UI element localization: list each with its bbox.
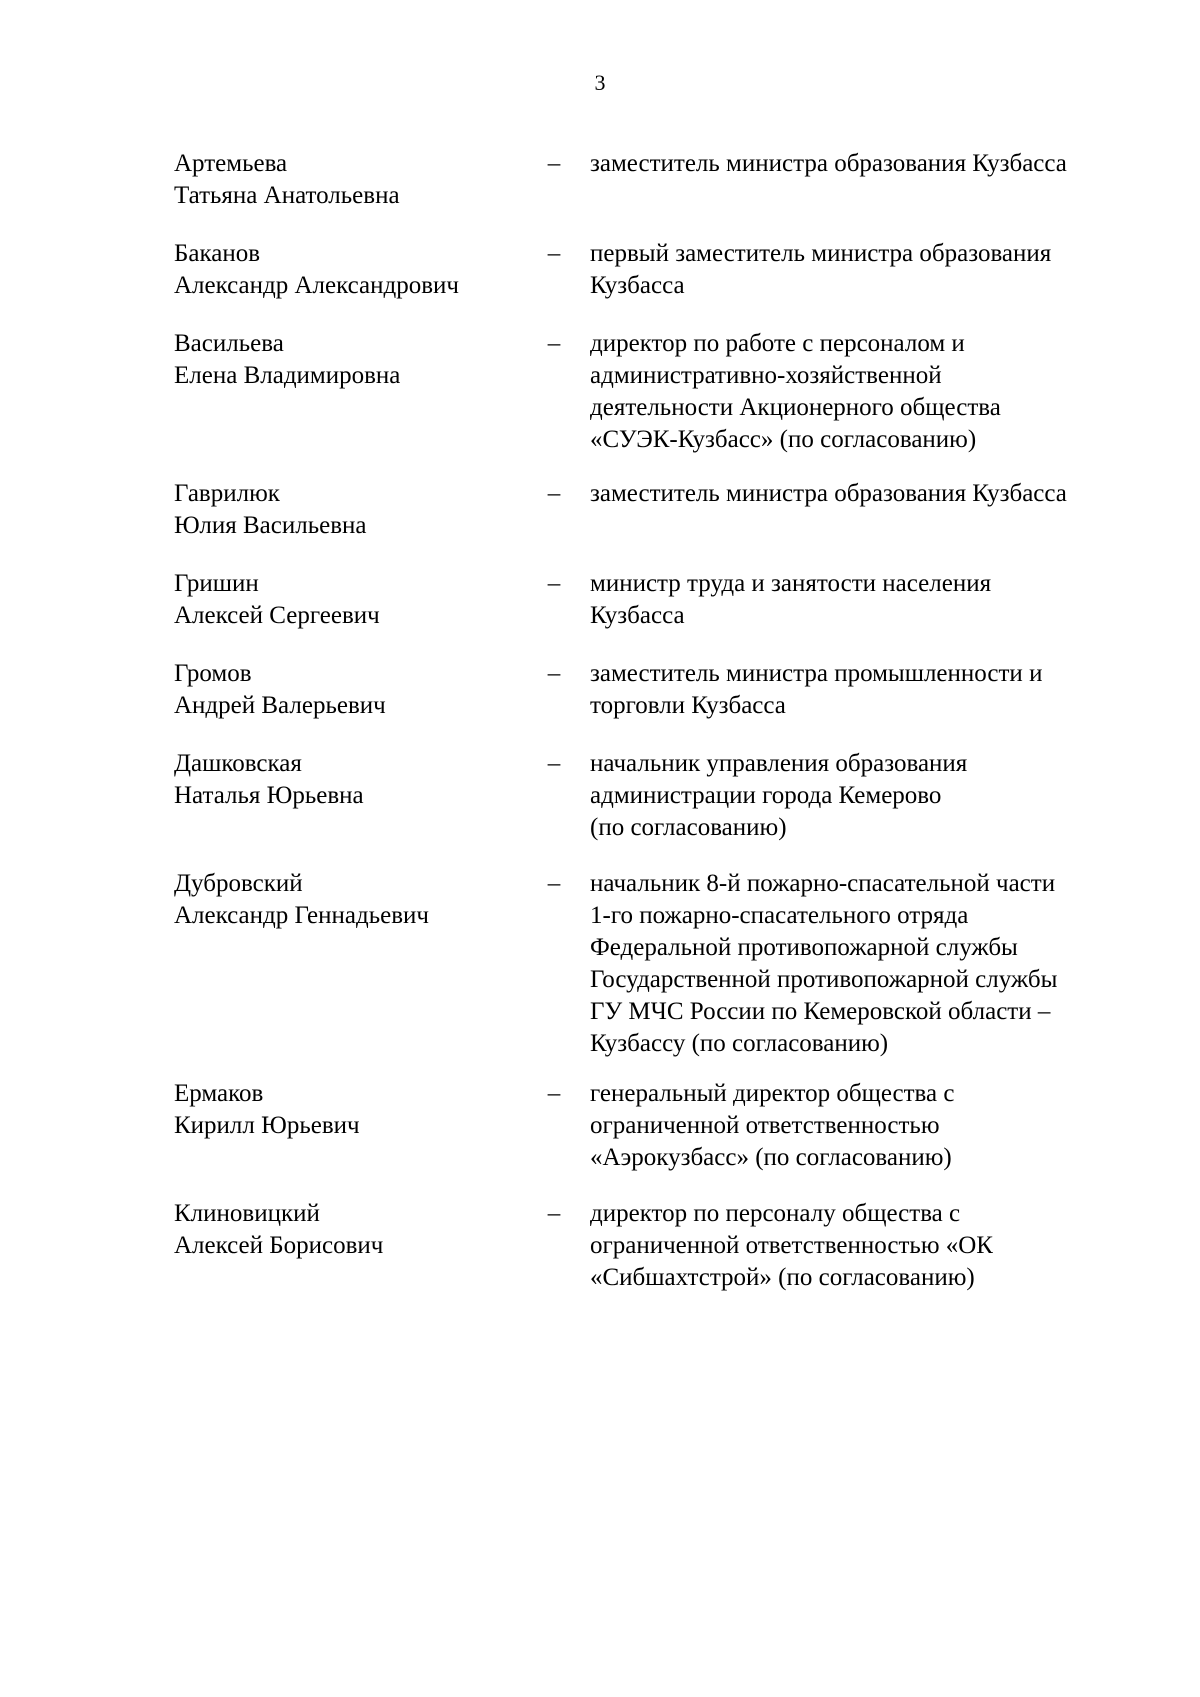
position-line: заместитель министра образования Кузбасса — [590, 150, 1067, 177]
position-line: 1-го пожарно-спасательного отряда — [590, 902, 969, 929]
member-name — [174, 658, 534, 722]
position-line: Кузбассу (по согласованию) — [590, 1030, 889, 1057]
member-surname: Васильева — [174, 330, 284, 357]
position-line: директор по персоналу общества с — [590, 1200, 961, 1227]
position-line: заместитель министра промышленности и — [590, 660, 1043, 687]
member-given-names: Александр Геннадьевич — [174, 902, 429, 929]
position-line: ГУ МЧС России по Кемеровской области – — [590, 998, 1051, 1025]
member-given-names: Юлия Васильевна — [174, 512, 367, 539]
member-position — [590, 328, 1150, 456]
member-position — [590, 568, 1150, 632]
position-line: торговли Кузбасса — [590, 692, 786, 719]
position-line: администрации города Кемерово — [590, 782, 942, 809]
member-name — [174, 148, 534, 212]
member-given-names: Алексей Сергеевич — [174, 602, 380, 629]
dash-separator: – — [547, 480, 561, 507]
member-surname: Клиновицкий — [174, 1200, 320, 1227]
member-surname: Гришин — [174, 570, 259, 597]
dash-separator: – — [547, 330, 561, 357]
member-name — [174, 868, 534, 932]
position-line: «Аэрокузбасс» (по согласованию) — [590, 1144, 952, 1171]
member-position — [590, 868, 1150, 1060]
position-line: начальник 8-й пожарно-спасательной части — [590, 870, 1056, 897]
position-line: ограниченной ответственностью — [590, 1112, 940, 1139]
dash-separator: – — [547, 870, 561, 897]
member-surname: Баканов — [174, 240, 260, 267]
member-name — [174, 478, 534, 542]
dash-separator: – — [547, 750, 561, 777]
dash-separator: – — [547, 570, 561, 597]
position-line: Государственной противопожарной службы — [590, 966, 1058, 993]
member-surname: Артемьева — [174, 150, 288, 177]
member-given-names: Андрей Валерьевич — [174, 692, 386, 719]
position-line: «Сибшахтстрой» (по согласованию) — [590, 1264, 975, 1291]
member-surname: Дашковская — [174, 750, 302, 777]
member-position — [590, 1078, 1150, 1174]
member-given-names: Кирилл Юрьевич — [174, 1112, 360, 1139]
member-position — [590, 478, 1150, 510]
member-position — [590, 148, 1150, 180]
position-line: первый заместитель министра образования — [590, 240, 1052, 267]
member-given-names: Александр Александрович — [174, 272, 459, 299]
position-line: административно-хозяйственной — [590, 362, 942, 389]
position-line: заместитель министра образования Кузбасса — [590, 480, 1067, 507]
dash-separator: – — [547, 660, 561, 687]
member-position — [590, 1198, 1150, 1294]
dash-separator: – — [547, 150, 561, 177]
member-surname: Громов — [174, 660, 252, 687]
member-given-names: Алексей Борисович — [174, 1232, 384, 1259]
position-line: Кузбасса — [590, 272, 685, 299]
member-surname: Ермаков — [174, 1080, 264, 1107]
member-name — [174, 1078, 534, 1142]
member-name — [174, 748, 534, 812]
position-line: директор по работе с персоналом и — [590, 330, 965, 357]
member-position — [590, 238, 1150, 302]
member-name — [174, 238, 534, 302]
member-given-names: Татьяна Анатольевна — [174, 182, 400, 209]
position-line: ограниченной ответственностью «ОК — [590, 1232, 993, 1259]
member-surname: Гаврилюк — [174, 480, 280, 507]
member-position — [590, 658, 1150, 722]
position-line: начальник управления образования — [590, 750, 968, 777]
member-name — [174, 1198, 534, 1262]
position-line: Кузбасса — [590, 602, 685, 629]
member-name — [174, 568, 534, 632]
position-line: Федеральной противопожарной службы — [590, 934, 1018, 961]
member-given-names: Наталья Юрьевна — [174, 782, 364, 809]
position-line: «СУЭК-Кузбасс» (по согласованию) — [590, 426, 977, 453]
member-surname: Дубровский — [174, 870, 303, 897]
member-given-names: Елена Владимировна — [174, 362, 401, 389]
dash-separator: – — [547, 240, 561, 267]
page-number: 3 — [594, 70, 606, 95]
member-position — [590, 748, 1150, 844]
dash-separator: – — [547, 1200, 561, 1227]
member-name — [174, 328, 534, 392]
position-line: генеральный директор общества с — [590, 1080, 955, 1107]
position-line: министр труда и занятости населения — [590, 570, 992, 597]
position-line: (по согласованию) — [590, 814, 787, 841]
dash-separator: – — [547, 1080, 561, 1107]
position-line: деятельности Акционерного общества — [590, 394, 1001, 421]
